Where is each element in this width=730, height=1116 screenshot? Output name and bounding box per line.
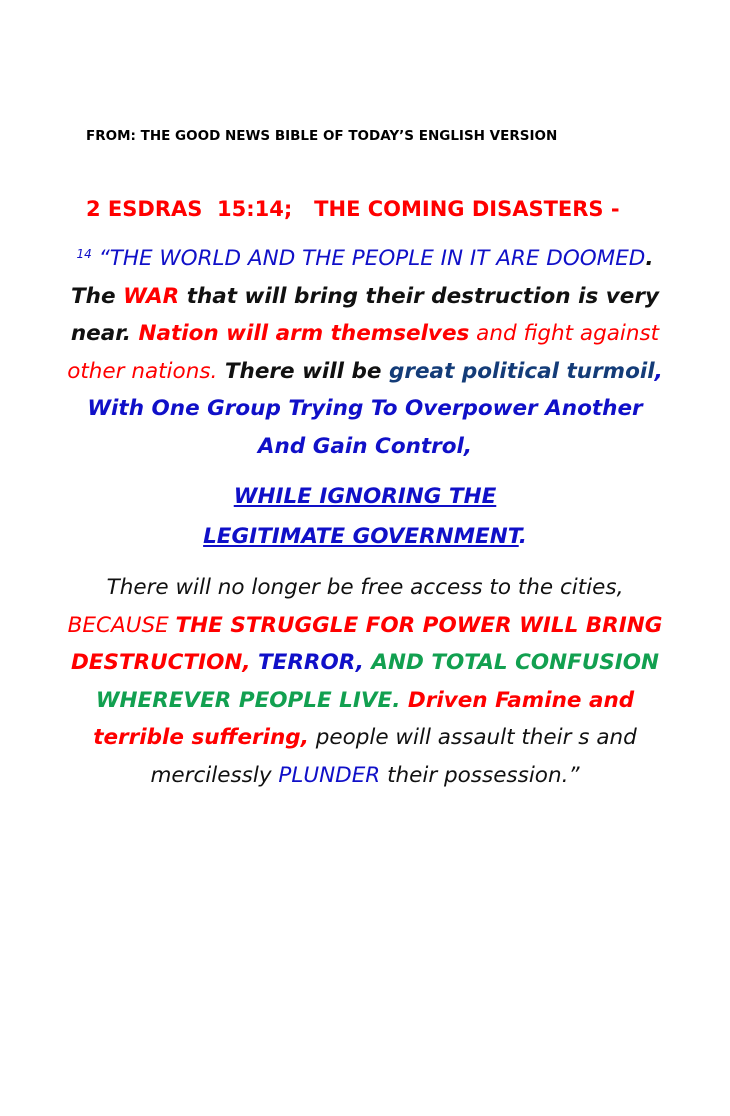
- passage-text: AND TOTAL CONFUSION WHEREVER PEOPLE LIVE.: [95, 650, 660, 713]
- source-line: FROM: THE GOOD NEWS BIBLE OF TODAY’S ENGLISH VERSION: [86, 128, 558, 144]
- passage-text: There will be: [217, 358, 389, 384]
- passage-text: WHILE IGNORING THE: [233, 484, 497, 509]
- passage-text: Driven Famine and terrible suffering,: [93, 687, 635, 750]
- passage-text: TERROR,: [258, 650, 372, 675]
- passage-text: that will bring their destruction is very near.: [70, 283, 659, 346]
- passage-paragraph-3: [60, 569, 670, 794]
- passage-text: Nation will arm themselves: [138, 321, 470, 346]
- passage-text: .: [518, 524, 527, 549]
- passage-text: PLUNDER: [278, 762, 381, 788]
- passage-heading: 2 ESDRAS 15:14; THE COMING DISASTERS -: [86, 197, 620, 221]
- passage-text: great political turmoil: [388, 358, 655, 384]
- scripture-passage: [60, 240, 670, 794]
- passage-text: “THE WORLD AND THE PEOPLE IN IT ARE DOOMED: [98, 246, 646, 271]
- passage-text: their possession.”: [380, 762, 580, 788]
- passage-text: . The: [71, 246, 654, 309]
- passage-text: WAR: [123, 283, 180, 309]
- passage-text: THE STRUGGLE FOR POWER WILL BRING DESTRUCTION,: [70, 612, 663, 675]
- passage-text: BECAUSE: [67, 612, 176, 638]
- verse-number: 14: [76, 247, 92, 261]
- passage-text: There will no longer be free access to the cities,: [106, 575, 624, 600]
- passage-text: , With One Group Trying To Overpower Another And Gain Control,: [87, 358, 663, 459]
- passage-text: LEGITIMATE GOVERNMENT: [203, 524, 519, 549]
- passage-paragraph-1: [60, 240, 670, 465]
- passage-text: and fight against other nations.: [67, 321, 660, 384]
- passage-paragraph-2: [60, 477, 670, 557]
- passage-text: people will assault their s and mercilessly: [150, 725, 637, 788]
